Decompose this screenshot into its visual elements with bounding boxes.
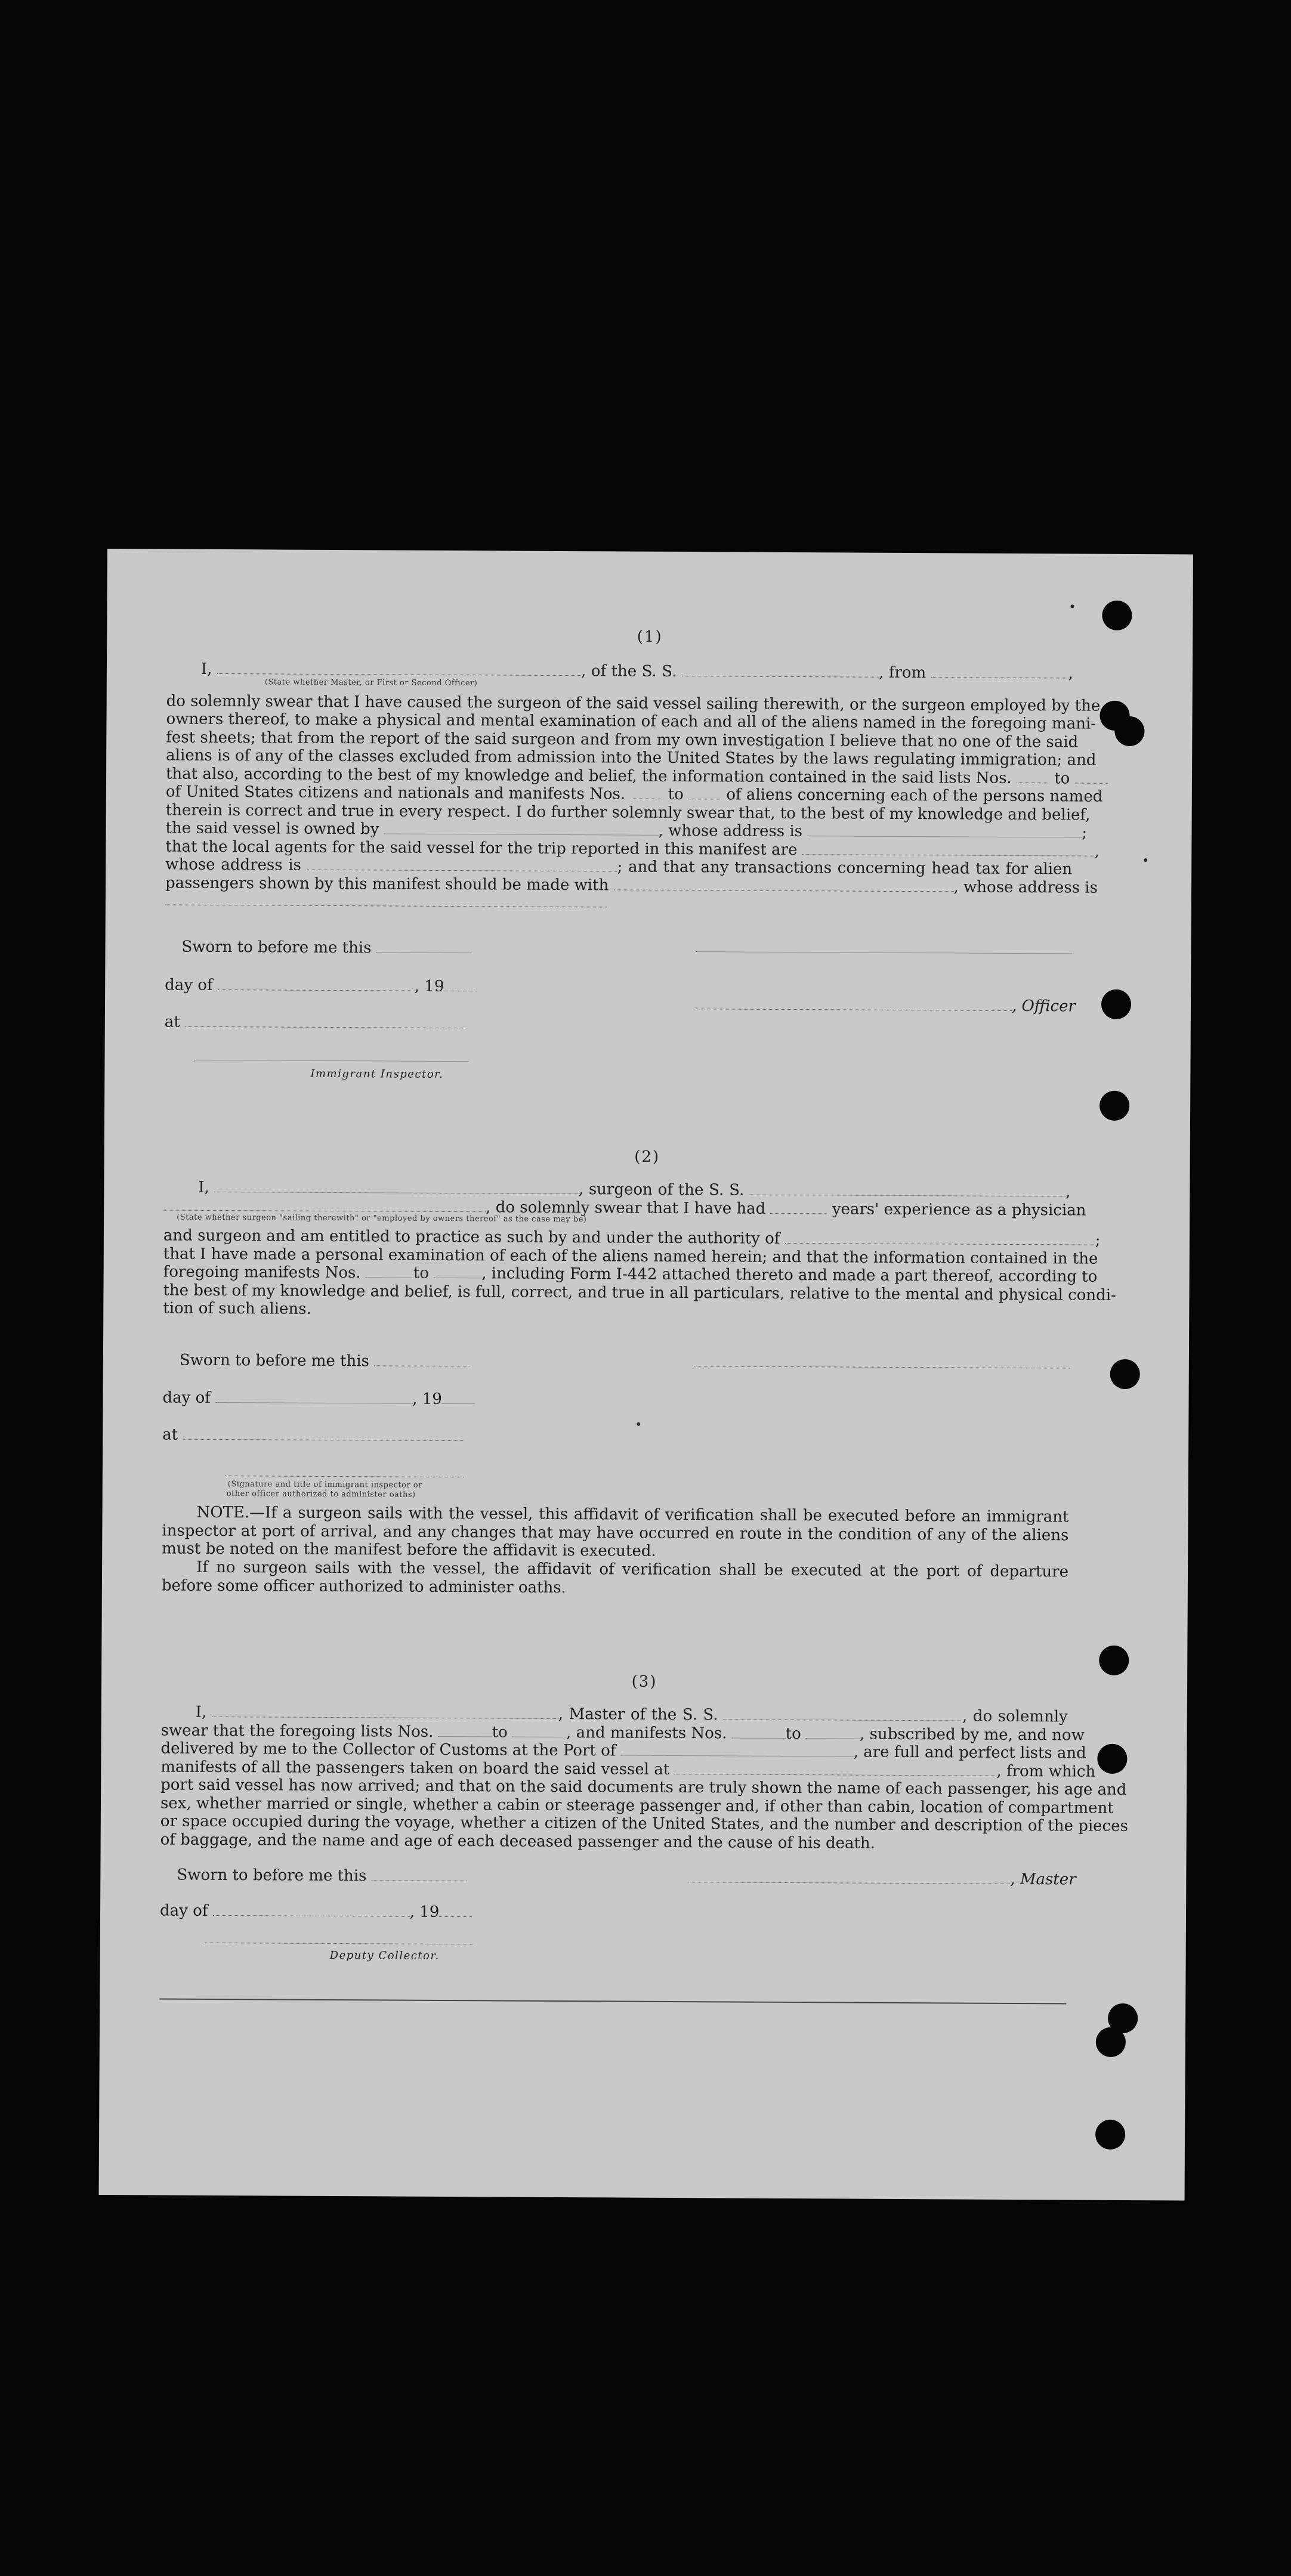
s1-line-correct: therein is correct and true in every respect. I do further solemnly swear that, to the best of my knowledge and belief, bbox=[165, 801, 1091, 824]
s1-at: at bbox=[165, 1013, 465, 1033]
punch-hole bbox=[1099, 1646, 1129, 1675]
s1-line-owned: the said vessel is owned by , whose address is ; bbox=[165, 819, 1088, 842]
bottom-rule bbox=[159, 1998, 1066, 2004]
s1-officer-note: (State whether Master, or First or Second Officer) bbox=[264, 678, 478, 688]
s1-signature-line bbox=[696, 951, 1071, 954]
punch-hole bbox=[1097, 1744, 1127, 1774]
s3-body-1: sex, whether married or single, whether a cabin or steerage passenger and, if other than cabin, location of compartment bbox=[160, 1794, 1114, 1817]
punch-hole bbox=[1102, 601, 1132, 630]
punch-hole bbox=[1095, 2120, 1125, 2150]
s1-line-agents: that the local agents for the said vessel for the trip reported in this manifest are , bbox=[165, 837, 1100, 861]
s1-line-citizens: of United States citizens and nationals and manifests Nos. to of aliens concerning each of the persons named bbox=[165, 783, 1103, 806]
s2-line-tion: tion of such aliens. bbox=[163, 1299, 311, 1318]
s1-inspector-title: Immigrant Inspector. bbox=[310, 1067, 444, 1081]
s2-line-2: , do solemnly swear that I have had years' experience as a physician bbox=[163, 1197, 1070, 1220]
section-1-number: (1) bbox=[637, 627, 663, 646]
section-2-number: (2) bbox=[634, 1148, 660, 1166]
punch-hole bbox=[1114, 716, 1144, 746]
s1-day-of: day of , 19 bbox=[165, 976, 477, 996]
s1-inspector-line bbox=[194, 1060, 469, 1062]
s1-address-line bbox=[165, 905, 607, 908]
s3-collector-title: Deputy Collector. bbox=[329, 1949, 440, 1962]
punch-hole bbox=[1099, 1091, 1129, 1121]
s2-at: at bbox=[162, 1426, 463, 1446]
s2-sig-note-1: (Signature and title of immigrant inspector or bbox=[227, 1480, 422, 1490]
s2-line-1: I, , surgeon of the S. S. , bbox=[198, 1178, 1071, 1201]
section-3-number: (3) bbox=[631, 1672, 657, 1691]
s1-body-1: owners thereof, to make a physical and mental examination of each and all of the aliens named in the foregoing mani- bbox=[166, 710, 1097, 733]
s3-line-2: swear that the foregoing lists Nos. to , and manifests Nos. to , subscribed by me, and now bbox=[160, 1721, 1085, 1745]
s2-note-2: If no surgeon sails with the vessel, the affidavit of verification shall be executed at the port of departure before some officer authorized to administer oaths. bbox=[161, 1558, 1069, 1597]
s1-line-1: I, , of the S. S. , from , bbox=[200, 660, 1074, 683]
s2-surgeon-note: (State whether surgeon "sailing therewith" or "employed by owners thereof" as the case may be) bbox=[177, 1213, 587, 1224]
s3-sworn: Sworn to before me this bbox=[177, 1866, 467, 1886]
s2-inspector-line bbox=[225, 1476, 464, 1477]
speck bbox=[1071, 604, 1074, 608]
s2-line-manifests: foregoing manifests Nos. to , including Form I-442 attached thereto and made a part thereof, according to bbox=[163, 1263, 1098, 1286]
s3-line-3: delivered by me to the Collector of Customs at the Port of , are full and perfect lists and bbox=[160, 1739, 1086, 1762]
s1-line-address: whose address is ; and that any transactions concerning head tax for alien bbox=[165, 855, 1073, 879]
punch-hole bbox=[1110, 1359, 1140, 1389]
s1-line-lists: that also, according to the best of my knowledge and belief, the information contained in the said lists Nos. to bbox=[166, 765, 1073, 788]
s2-sworn: Sworn to before me this bbox=[180, 1352, 470, 1371]
s2-sig-note-2: other officer authorized to administer oaths) bbox=[226, 1489, 416, 1499]
s2-line-best: the best of my knowledge and belief, is full, correct, and true in all particulars, relative to the mental and physical condi- bbox=[163, 1281, 1116, 1304]
s2-note: NOTE.—If a surgeon sails with the vessel, this affidavit of verification shall be executed before an immigrant inspector at port of arrival, and any changes that may have occurred en route in the condition of any of the aliens must be noted on the manifest before the affidavit is executed. bbox=[162, 1503, 1069, 1560]
s3-line-4: manifests of all the passengers taken on board the said vessel at , from which bbox=[160, 1758, 1096, 1781]
punch-hole bbox=[1096, 2027, 1126, 2057]
s1-body-2: fest sheets; that from the report of the said surgeon and from my own investigation I believe that no one of the said bbox=[166, 728, 1079, 752]
s1-body-3: aliens is of any of the classes excluded from admission into the United States by the laws regulating immigration; and bbox=[166, 746, 1097, 769]
speck bbox=[637, 1422, 640, 1426]
s2-day-of: day of , 19 bbox=[162, 1389, 474, 1409]
s1-line-passengers: passengers shown by this manifest should be made with , whose address is bbox=[165, 874, 1098, 897]
form-sheet bbox=[99, 549, 1193, 2200]
s1-body-0: do solemnly swear that I have caused the surgeon of the said vessel sailing therewith, or the surgeon employed by the bbox=[166, 692, 1101, 715]
s3-body-0: port said vessel has now arrived; and that on the said documents are truly shown the name of each passenger, his age and bbox=[160, 1776, 1127, 1799]
speck bbox=[1144, 858, 1147, 862]
s2-signature-line bbox=[694, 1366, 1070, 1368]
s2-line-authority: and surgeon and am entitled to practice as such by and under the authority of ; bbox=[163, 1226, 1101, 1250]
s3-line-1: I, , Master of the S. S. , do solemnly bbox=[195, 1703, 1068, 1726]
punch-hole bbox=[1101, 989, 1131, 1019]
s3-master-line: , Master bbox=[688, 1869, 1076, 1888]
s1-officer-line: , Officer bbox=[696, 995, 1076, 1015]
s3-body-2: or space occupied during the voyage, whether a citizen of the United States, and the number and description of the pieces bbox=[160, 1812, 1128, 1835]
s3-collector-line bbox=[205, 1943, 473, 1944]
s1-sworn: Sworn to before me this bbox=[181, 938, 471, 958]
s3-body-3: of baggage, and the name and age of each deceased passenger and the cause of his death. bbox=[160, 1830, 876, 1853]
s2-line-exam: that I have made a personal examination of each of the aliens named herein; and that the information contained in the bbox=[163, 1245, 1098, 1268]
s3-day-of: day of , 19 bbox=[160, 1901, 472, 1921]
